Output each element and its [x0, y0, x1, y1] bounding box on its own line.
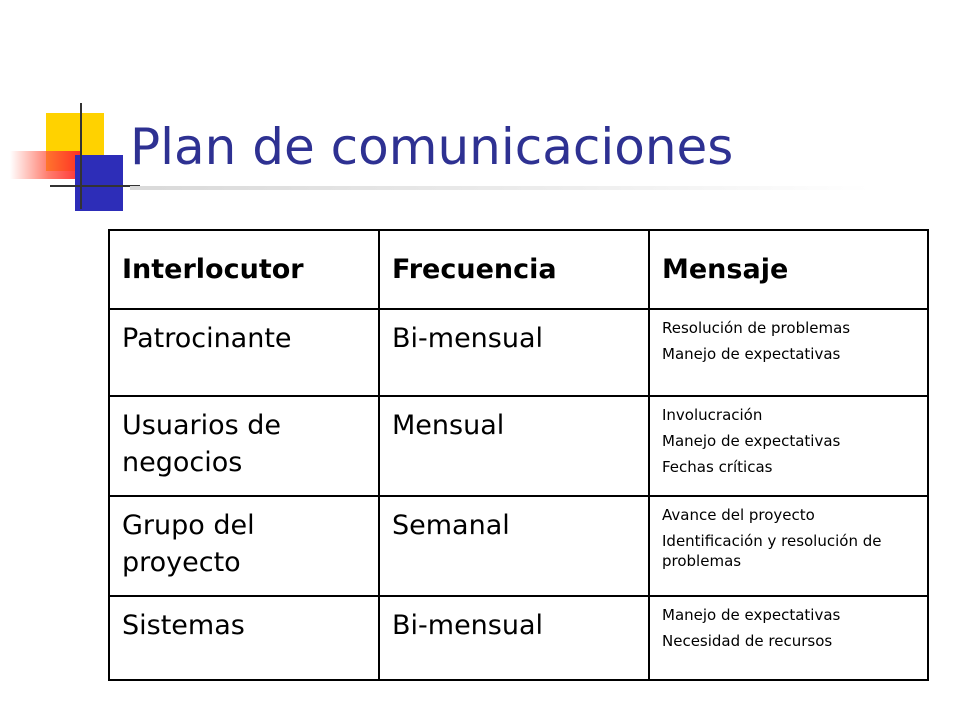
cell-frecuencia: Mensual — [379, 396, 649, 496]
message-line: Involucración — [662, 406, 763, 424]
message-line: Manejo de expectativas — [662, 432, 841, 450]
cell-mensaje — [649, 309, 928, 396]
cell-interlocutor: Patrocinante — [109, 309, 379, 396]
cell-interlocutor: Grupo del proyecto — [109, 496, 379, 596]
table-row — [109, 496, 928, 596]
cell-frecuencia: Bi-mensual — [379, 309, 649, 396]
logo-red-bar — [10, 151, 80, 179]
cell-interlocutor: Sistemas — [109, 596, 379, 680]
table-row — [109, 396, 928, 496]
table-header-row — [109, 230, 928, 309]
message-line: Resolución de problemas — [662, 319, 851, 337]
message-line: Manejo de expectativas — [662, 345, 841, 363]
cell-mensaje — [649, 596, 928, 680]
message-line: Manejo de expectativas — [662, 606, 841, 624]
communications-table — [108, 229, 929, 681]
logo-horizontal-line — [50, 185, 140, 187]
cell-mensaje — [649, 396, 928, 496]
message-line: Avance del proyecto — [662, 506, 815, 524]
header-mensaje: Mensaje — [649, 230, 928, 309]
table-row — [109, 596, 928, 680]
message-line: Fechas críticas — [662, 458, 773, 476]
slide-title: Plan de comunicaciones — [130, 118, 734, 176]
message-line: Necesidad de recursos — [662, 632, 833, 650]
cell-frecuencia: Semanal — [379, 496, 649, 596]
header-frecuencia: Frecuencia — [379, 230, 649, 309]
cell-mensaje — [649, 496, 928, 596]
table-row — [109, 309, 928, 396]
logo-blue-square — [75, 155, 123, 211]
message-line: Identificación y resolución de problemas — [662, 532, 882, 570]
title-underline — [130, 186, 870, 190]
logo-vertical-line — [80, 103, 82, 209]
cell-interlocutor: Usuarios de negocios — [109, 396, 379, 496]
header-interlocutor: Interlocutor — [109, 230, 379, 309]
cell-frecuencia: Bi-mensual — [379, 596, 649, 680]
